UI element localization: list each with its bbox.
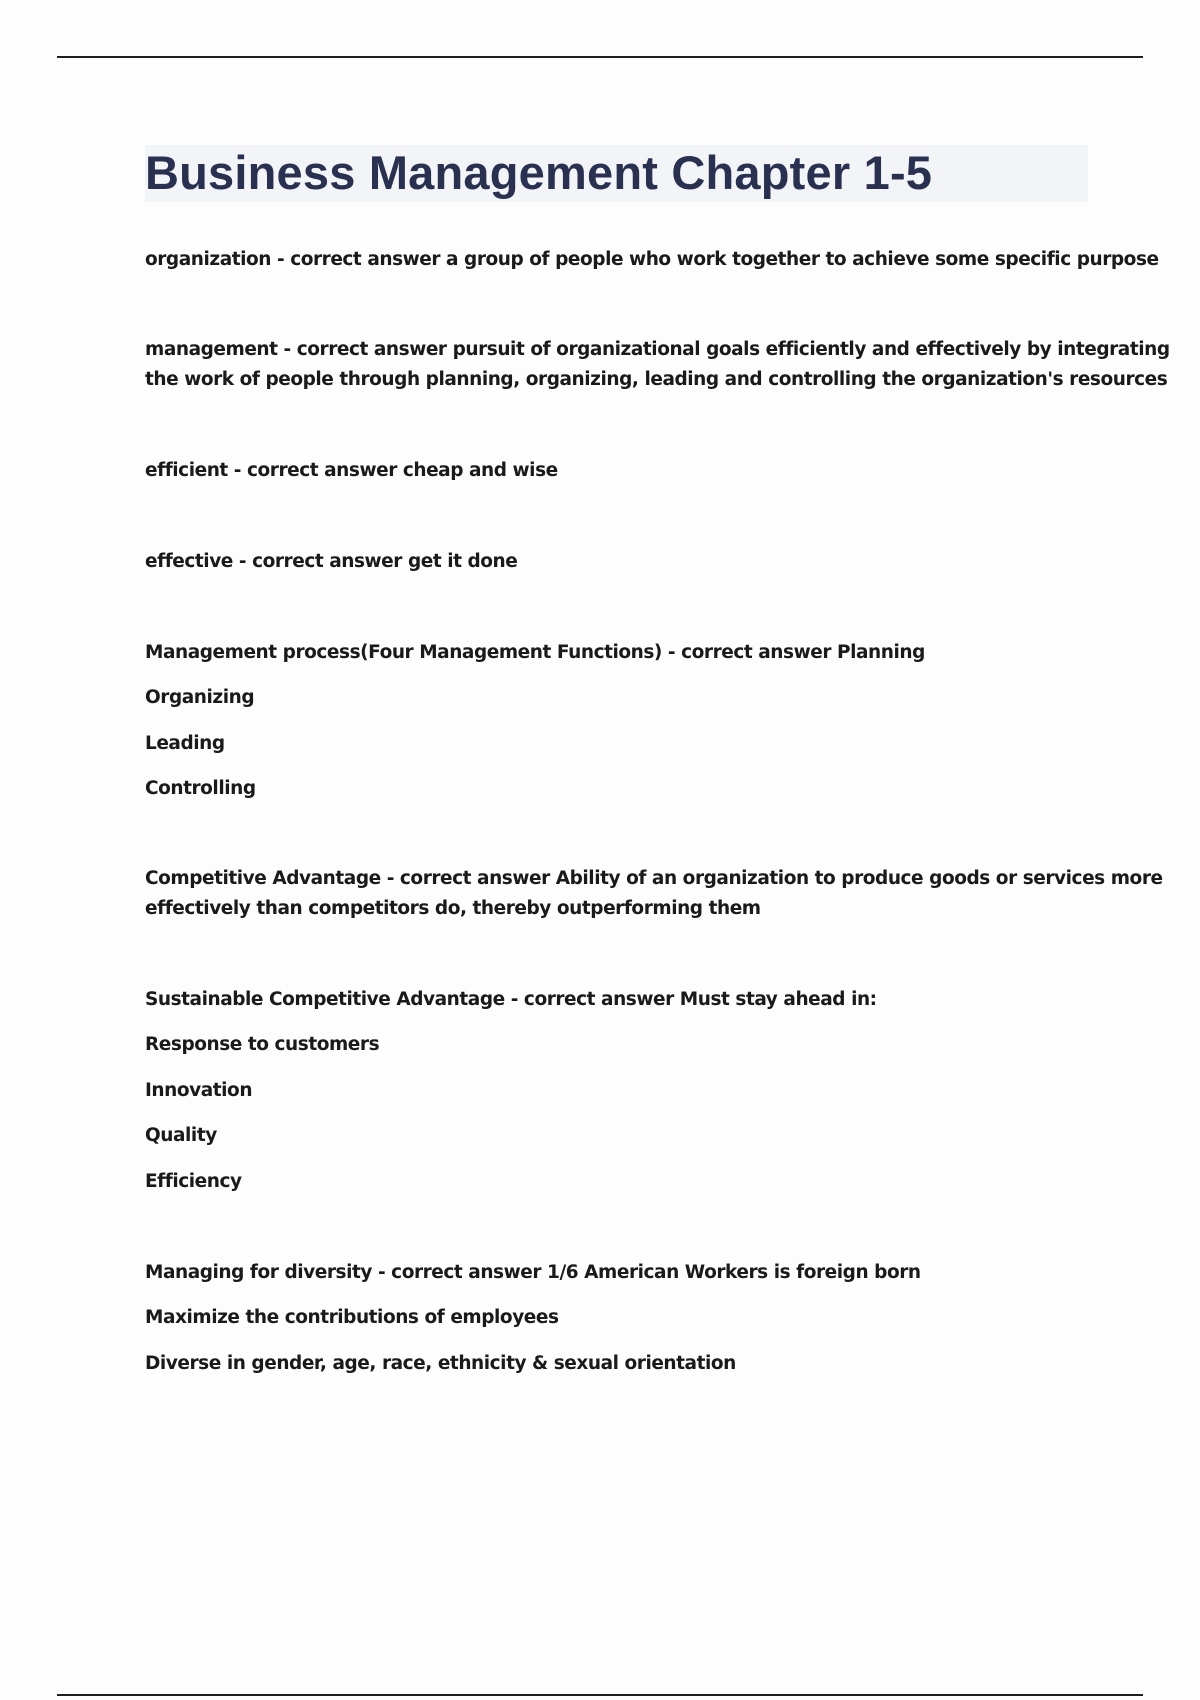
entry-competitive-advantage-line-2: effectively than competitors do, thereby outperforming them <box>145 898 761 919</box>
entry-organization: organization - correct answer a group of people who work together to achieve some specific purpose <box>145 249 1159 270</box>
entry-managing-diversity: Managing for diversity - correct answer 1/6 American Workers is foreign born <box>145 1262 921 1283</box>
entry-competitive-advantage-line-1: Competitive Advantage - correct answer Ability of an organization to produce goods or services more <box>145 868 1163 889</box>
entry-managing-diversity-item: Maximize the contributions of employees <box>145 1307 559 1328</box>
entry-sustainable-advantage-item: Quality <box>145 1125 217 1146</box>
header-rule <box>57 56 1143 58</box>
footer-rule <box>57 1694 1143 1696</box>
entry-sustainable-advantage-item: Efficiency <box>145 1171 242 1192</box>
entry-sustainable-advantage: Sustainable Competitive Advantage - correct answer Must stay ahead in: <box>145 989 877 1010</box>
entry-management-process: Management process(Four Management Functions) - correct answer Planning <box>145 642 925 663</box>
entry-management-process-item: Controlling <box>145 778 256 799</box>
entry-effective: effective - correct answer get it done <box>145 551 518 572</box>
entry-management-process-item: Organizing <box>145 687 255 708</box>
entry-efficient: efficient - correct answer cheap and wise <box>145 460 558 481</box>
entry-management-process-item: Leading <box>145 733 225 754</box>
entry-managing-diversity-item: Diverse in gender, age, race, ethnicity & sexual orientation <box>145 1353 736 1374</box>
entry-sustainable-advantage-item: Response to customers <box>145 1034 380 1055</box>
entry-management-line-2: the work of people through planning, organizing, leading and controlling the organization's resources <box>145 369 1168 390</box>
entry-sustainable-advantage-item: Innovation <box>145 1080 253 1101</box>
page-title: Business Management Chapter 1-5 <box>145 146 933 199</box>
entry-management-line-1: management - correct answer pursuit of organizational goals efficiently and effectively by integrating <box>145 339 1170 360</box>
